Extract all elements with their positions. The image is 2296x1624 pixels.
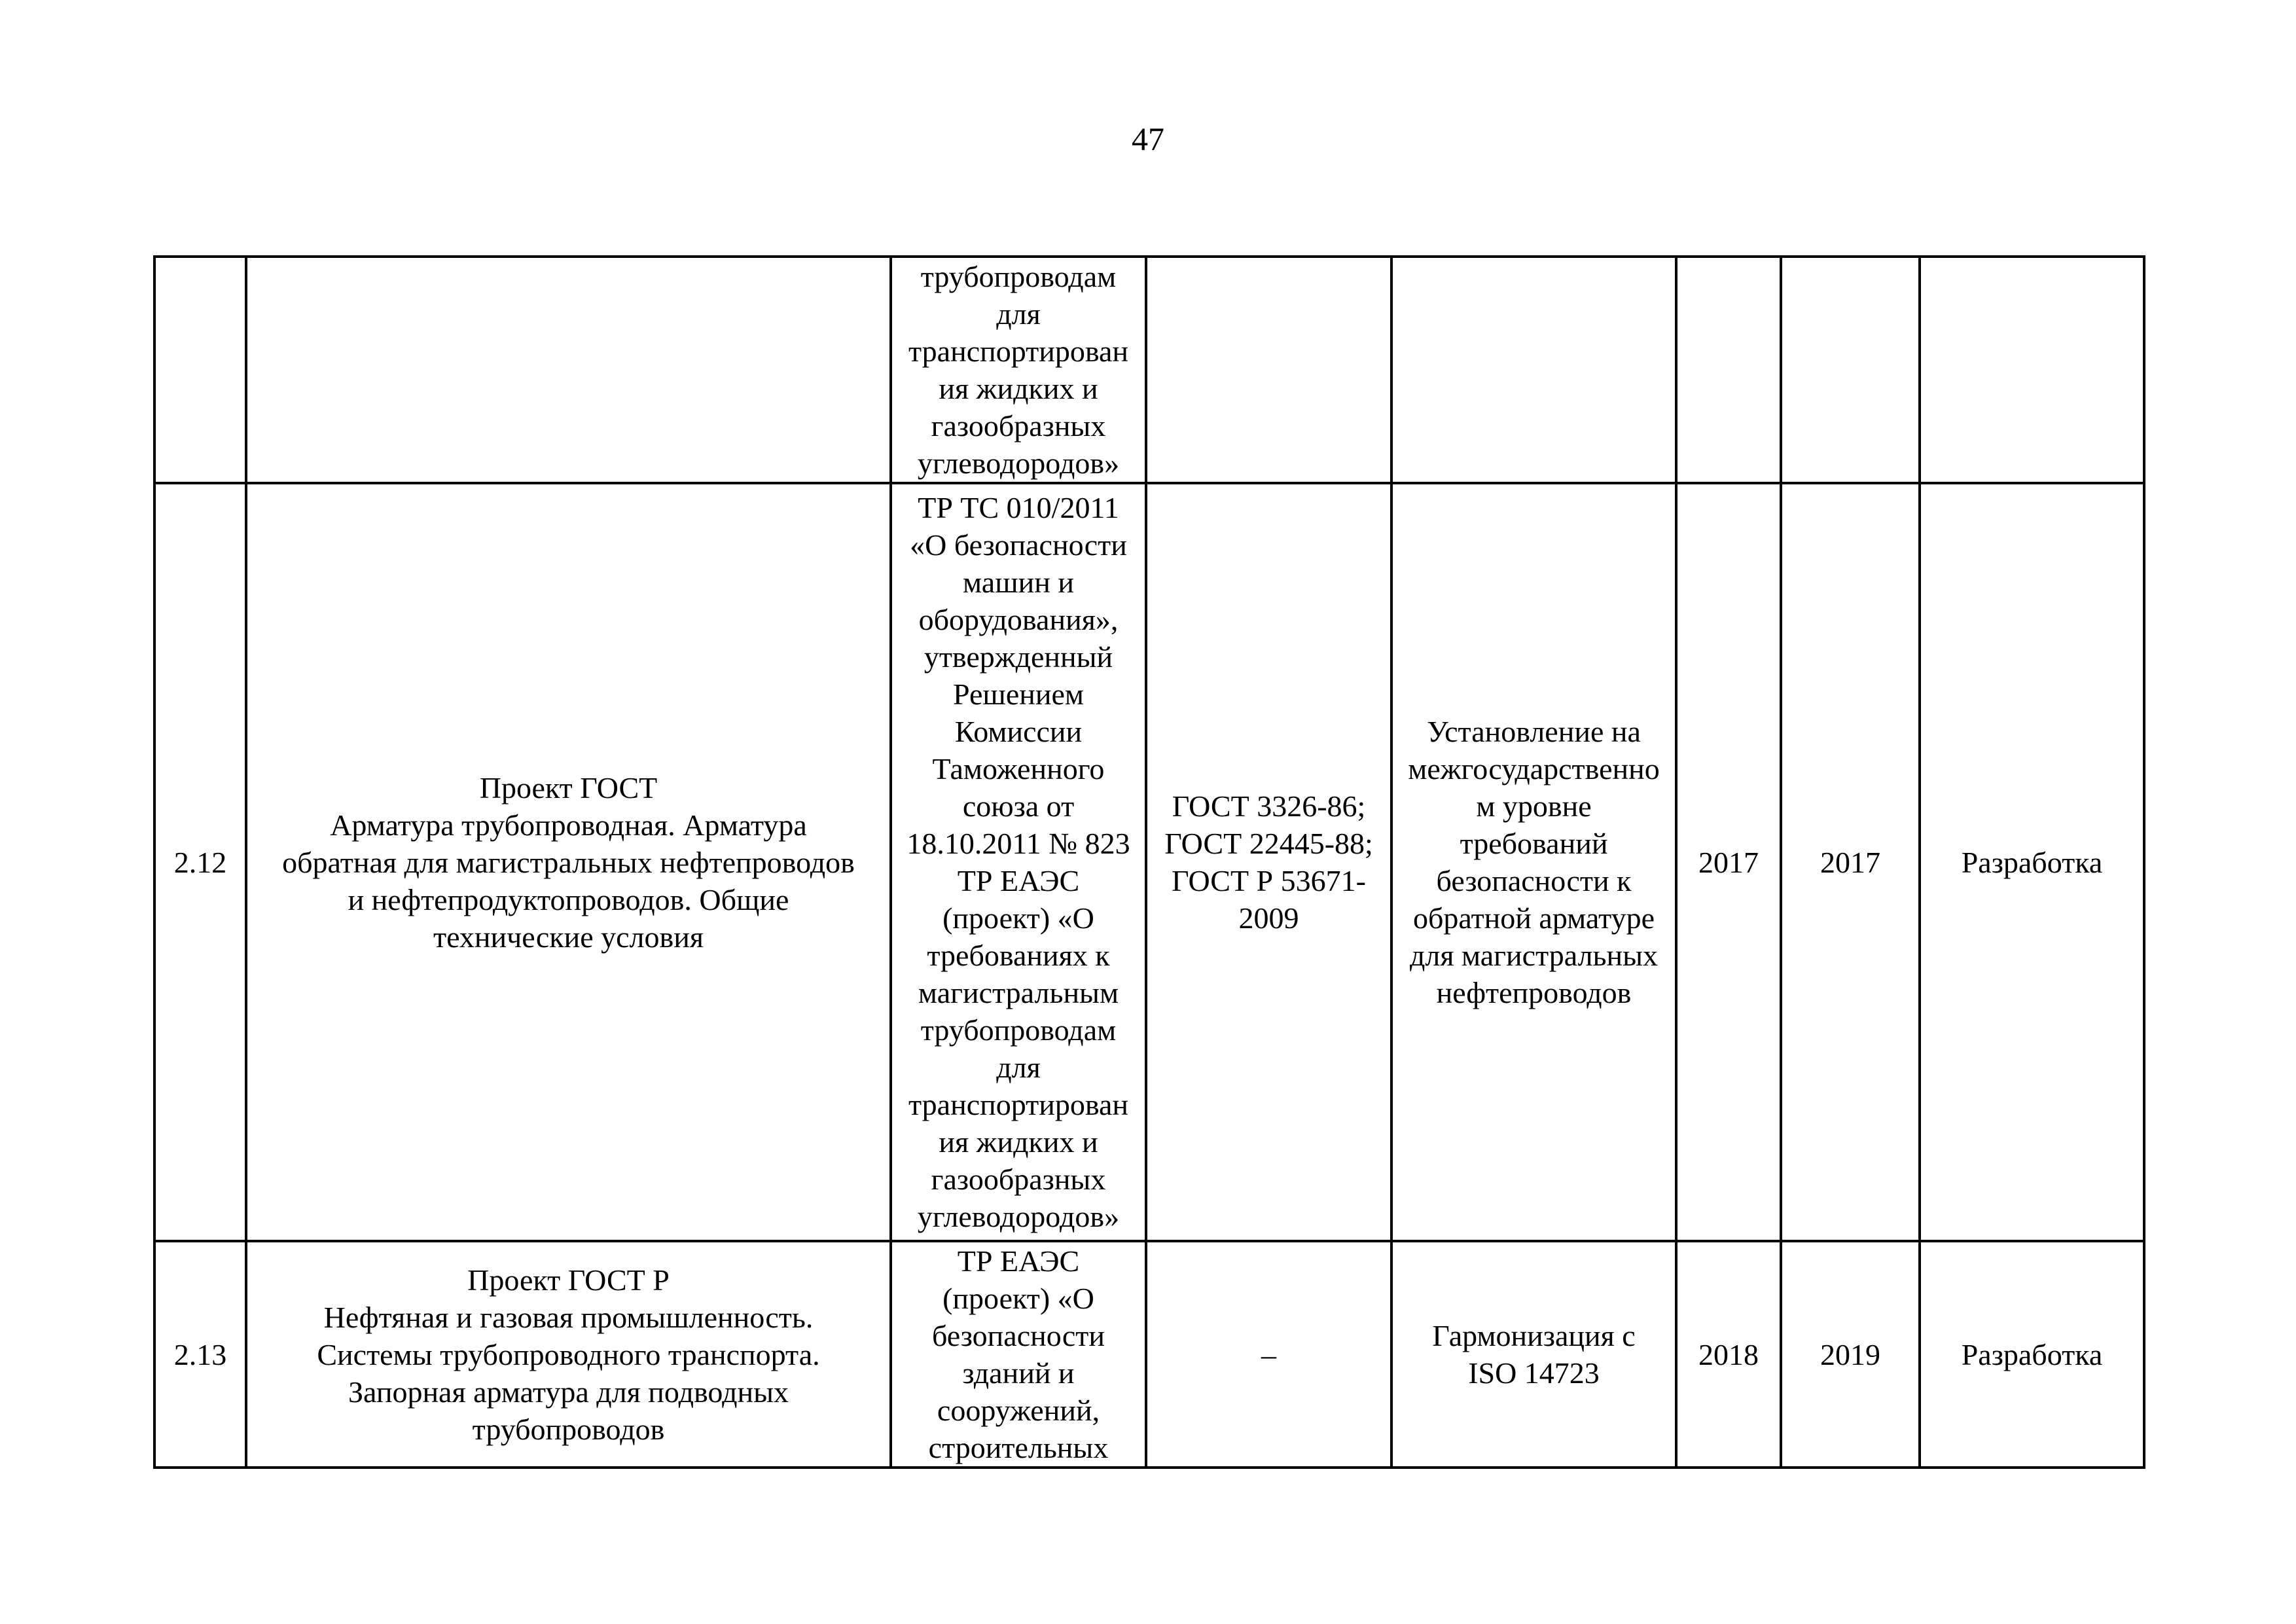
regulation-line: «О безопасности (910, 528, 1127, 562)
cell-start-year: 2017 (1676, 483, 1781, 1241)
regulation-line: (проект) «О (942, 1282, 1094, 1315)
table-row-continued (154, 257, 2144, 483)
cell-end-year (1781, 257, 1920, 483)
cell-num: 2.13 (154, 1241, 246, 1468)
regulation-line: ТР ТС 010/2011 (918, 491, 1119, 524)
regulation-line: утвержденный (924, 640, 1113, 674)
regulation-line: для (996, 297, 1041, 331)
regulation-line: трубопроводам (920, 260, 1117, 293)
regulation-line: безопасности (931, 1319, 1105, 1352)
regulation-line: транспортирован (908, 334, 1128, 368)
regulation-line: Комиссии (954, 715, 1083, 748)
regulation-line: Решением (953, 677, 1084, 711)
replaced-line: ГОСТ 22445-88; (1164, 827, 1373, 860)
cell-num (154, 257, 246, 483)
purpose-line: ISO 14723 (1468, 1356, 1600, 1390)
cell-end-year: 2017 (1781, 483, 1920, 1241)
regulation-line: требованиях к (927, 939, 1110, 972)
replaced-line: – (1261, 1337, 1276, 1371)
regulation-line: углеводородов» (917, 1200, 1120, 1233)
regulation-line: строительных (928, 1431, 1109, 1464)
regulation-line: союза от (962, 789, 1075, 823)
title-line: Нефтяная и газовая промышленность. (323, 1300, 814, 1334)
cell-purpose (1391, 257, 1676, 483)
cell-status: Разработка (1920, 1241, 2144, 1468)
title-line: обратная для магистральных нефтепроводов (282, 845, 855, 879)
title-line: трубопроводов (472, 1412, 665, 1446)
title-line: Запорная арматура для подводных (348, 1375, 789, 1409)
replaced-line: ГОСТ Р 53671- (1172, 864, 1366, 897)
title-line: Системы трубопроводного транспорта. (317, 1337, 820, 1371)
cell-end-year: 2019 (1781, 1241, 1920, 1468)
regulation-line: (проект) «О (942, 901, 1094, 935)
cell-purpose (1391, 1241, 1676, 1468)
title-line: Проект ГОСТ (479, 770, 658, 804)
title-line: Арматура трубопроводная. Арматура (330, 808, 807, 842)
regulation-line: ТР ЕАЭС (957, 1244, 1080, 1278)
regulation-line: транспортирован (908, 1088, 1128, 1121)
purpose-line: требований (1460, 827, 1608, 860)
regulation-line: газообразных (931, 409, 1106, 442)
standards-table (153, 255, 2145, 1469)
regulation-line: сооружений, (937, 1394, 1100, 1427)
purpose-line: для магистральных (1409, 939, 1659, 972)
cell-replaced (1146, 1241, 1391, 1468)
table-row-2-12 (154, 483, 2144, 1241)
replaced-line: ГОСТ 3326-86; (1172, 789, 1366, 823)
cell-start-year: 2018 (1676, 1241, 1781, 1468)
title-line: Проект ГОСТ Р (467, 1263, 670, 1297)
cell-replaced (1146, 257, 1391, 483)
regulation-line: трубопроводам (920, 1013, 1117, 1047)
purpose-line: м уровне (1476, 789, 1592, 823)
cell-regulation (891, 483, 1146, 1241)
regulation-line: машин и (963, 566, 1074, 599)
replaced-line: 2009 (1238, 901, 1299, 935)
cell-regulation (891, 257, 1146, 483)
cell-title (246, 257, 891, 483)
regulation-line: газообразных (931, 1163, 1106, 1196)
regulation-line: магистральным (918, 976, 1119, 1009)
regulation-line: Таможенного (932, 752, 1105, 785)
purpose-line: обратной арматуре (1412, 901, 1655, 935)
purpose-line: межгосударственно (1408, 752, 1660, 785)
cell-title (246, 483, 891, 1241)
title-line: и нефтепродуктопроводов. Общие (348, 882, 789, 916)
regulation-line: оборудования», (918, 603, 1119, 636)
purpose-line: Гармонизация с (1432, 1319, 1636, 1352)
table-row-2-13 (154, 1241, 2144, 1468)
regulation-line: углеводородов» (917, 446, 1120, 480)
cell-replaced (1146, 483, 1391, 1241)
title-line: технические условия (433, 920, 704, 954)
purpose-line: нефтепроводов (1436, 976, 1632, 1009)
regulation-line: зданий и (962, 1356, 1075, 1390)
regulation-line: ия жидких и (939, 1125, 1098, 1159)
cell-status: Разработка (1920, 483, 2144, 1241)
cell-regulation (891, 1241, 1146, 1468)
cell-purpose (1391, 483, 1676, 1241)
cell-status (1920, 257, 2144, 483)
page-number: 47 (1132, 120, 1164, 157)
purpose-line: безопасности к (1436, 864, 1632, 897)
regulation-line: ия жидких и (939, 372, 1098, 405)
cell-start-year (1676, 257, 1781, 483)
regulation-line: для (996, 1051, 1041, 1084)
cell-title (246, 1241, 891, 1468)
cell-num: 2.12 (154, 483, 246, 1241)
regulation-line: ТР ЕАЭС (957, 864, 1080, 897)
regulation-line: 18.10.2011 № 823 (906, 827, 1130, 860)
purpose-line: Установление на (1427, 715, 1641, 748)
